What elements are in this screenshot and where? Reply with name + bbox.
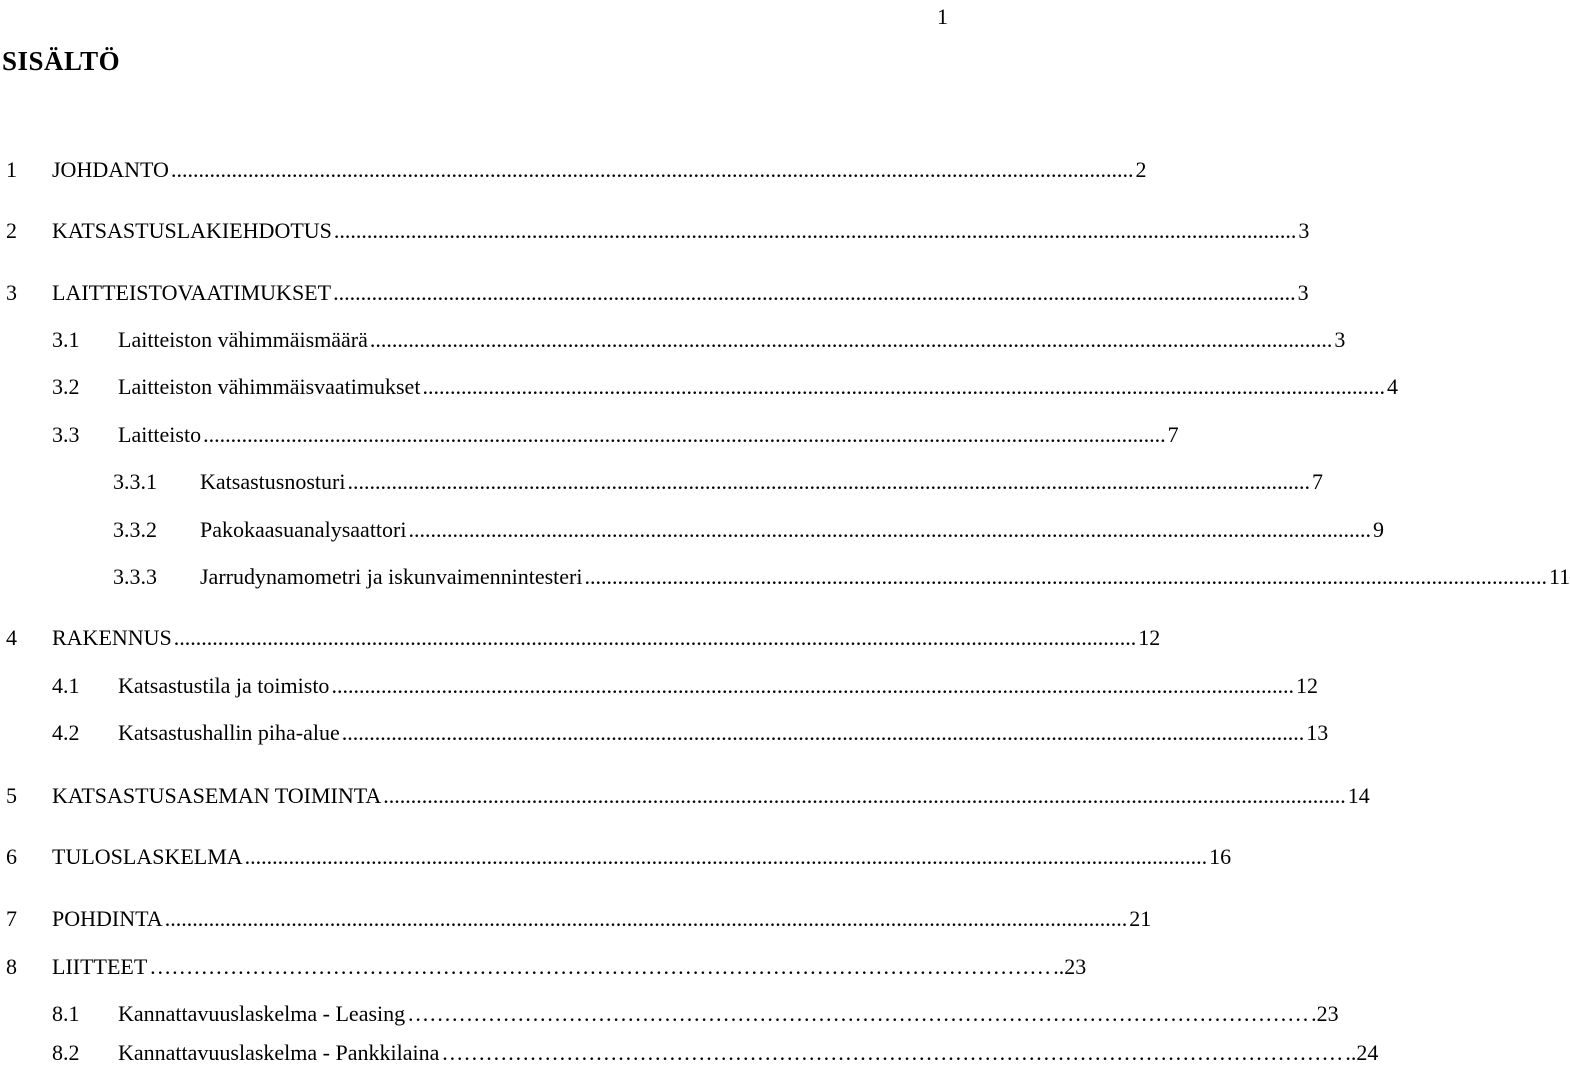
toc-entry-page: 3 — [1334, 327, 1346, 352]
toc-entry-number: 3.3.3 — [113, 564, 157, 589]
dot-leader: ............................................................................................................................................................................... — [173, 625, 1137, 650]
toc-entry[interactable] — [6, 840, 1232, 874]
toc-entry-page: 21 — [1129, 906, 1152, 931]
toc-entry-number: 8.1 — [52, 1001, 80, 1026]
toc-entry-title: Kannattavuuslaskelma - Leasing — [118, 1001, 406, 1026]
dot-leader: …………………………………………………………………………………………………………… — [441, 1040, 1344, 1065]
toc-entry[interactable] — [6, 950, 1087, 984]
toc-entry-page: 7 — [1167, 422, 1179, 447]
dot-leader: …………………………………………………………………………………………………………… — [149, 954, 1052, 979]
toc-entry[interactable] — [6, 214, 1310, 248]
toc-entry-page: 3 — [1297, 280, 1309, 305]
toc-entry-page: 9 — [1373, 517, 1384, 542]
toc-entry-number: 4.1 — [52, 673, 80, 698]
toc-entry-title: Pakokaasuanalysaattori — [200, 517, 407, 542]
toc-entry-number: 6 — [6, 844, 17, 869]
toc-entry-title: KATSASTUSASEMAN TOIMINTA — [52, 783, 382, 808]
toc-entry[interactable] — [6, 418, 1179, 452]
toc-entry-title: POHDINTA — [52, 906, 163, 931]
toc-entry-number: 8 — [6, 954, 17, 979]
toc-entry-number: 2 — [6, 218, 17, 243]
toc-entry-number: 3.3.2 — [113, 517, 157, 542]
toc-entry[interactable] — [6, 465, 1323, 499]
dot-leader: ............................................................................................................................................................................... — [383, 783, 1346, 808]
toc-entry-title: LIITTEET — [52, 954, 148, 979]
toc-entry-title: Katsastustila ja toimisto — [118, 673, 330, 698]
toc-entry-page: 2 — [1135, 157, 1147, 182]
toc-entry[interactable] — [6, 370, 1398, 404]
toc-entry[interactable] — [6, 1036, 1379, 1070]
toc-entry-title: Kannattavuuslaskelma - Pankkilaina — [118, 1040, 440, 1065]
toc-entry-number: 3.2 — [52, 374, 80, 399]
toc-entry-number: 3.3 — [52, 422, 80, 447]
toc-entry-page: 12 — [1138, 625, 1161, 650]
toc-entry-number: 7 — [6, 906, 17, 931]
dot-leader: ............................................................................................................................................................................... — [333, 218, 1297, 243]
dot-leader: ............................................................................................................................................................................... — [170, 157, 1134, 182]
page-number: 1 — [937, 4, 948, 29]
dot-leader: ............................................................................................................................................................................... — [164, 906, 1128, 931]
toc-entry-number: 4 — [6, 625, 17, 650]
toc-entry-page: 14 — [1347, 783, 1370, 808]
toc-entry-page: ..23 — [1053, 954, 1087, 979]
toc-entry-title: RAKENNUS — [52, 625, 172, 650]
toc-entry-number: 1 — [6, 157, 17, 182]
toc-entry[interactable] — [6, 323, 1346, 357]
toc-entry-page: 7 — [1311, 469, 1323, 494]
toc-entry-number: 8.2 — [52, 1040, 80, 1065]
toc-entry-number: 3 — [6, 280, 17, 305]
toc-entry-title: Laitteisto — [118, 422, 202, 447]
toc-entry[interactable] — [6, 997, 1339, 1031]
dot-leader: ............................................................................................................................................................................... — [203, 422, 1166, 447]
toc-entry-title: Katsastushallin piha-alue — [118, 720, 340, 745]
toc-entry-page: 13 — [1306, 720, 1329, 745]
toc-entry[interactable] — [6, 669, 1318, 703]
toc-entry-number: 4.2 — [52, 720, 80, 745]
dot-leader: ............................................................................................................................................................................... — [347, 469, 1310, 494]
toc-entry-page: 3 — [1298, 218, 1310, 243]
toc-entry-number: 3.3.1 — [113, 469, 157, 494]
toc-entry[interactable] — [6, 560, 1570, 594]
dot-leader: ............................................................................................................................................................................... — [341, 720, 1305, 745]
toc-entry[interactable] — [6, 513, 1384, 547]
toc-entry[interactable] — [6, 779, 1370, 813]
toc-entry-page: ..24 — [1345, 1040, 1379, 1065]
toc-entry[interactable] — [6, 716, 1329, 750]
dot-leader: ............................................................................................................................................................................... — [422, 374, 1385, 399]
toc-entry-title: Katsastusnosturi — [200, 469, 346, 494]
toc-entry-title: Laitteiston vähimmäismäärä — [118, 327, 368, 352]
dot-leader: …………………………………………………………………………………………………………… — [407, 1001, 1310, 1026]
toc-heading: SISÄLTÖ — [2, 46, 121, 76]
toc-entry-page: 12 — [1295, 673, 1318, 698]
dot-leader: ............................................................................................................................................................................... — [369, 327, 1333, 352]
toc-entry[interactable] — [6, 902, 1152, 936]
toc-entry-page: 16 — [1209, 844, 1232, 869]
toc-entry-page: .23 — [1311, 1001, 1339, 1026]
dot-leader: ............................................................................................................................................................................... — [244, 844, 1208, 869]
dot-leader: ............................................................................................................................................................................... — [584, 564, 1547, 589]
toc-entry-title: TULOSLASKELMA — [52, 844, 243, 869]
toc-entry-page: 11 — [1548, 564, 1570, 589]
toc-entry-page: 4 — [1386, 374, 1398, 399]
toc-entry-title: Laitteiston vähimmäisvaatimukset — [118, 374, 421, 399]
dot-leader: ............................................................................................................................................................................... — [408, 517, 1371, 542]
toc-entry[interactable] — [6, 276, 1309, 310]
toc-entry-number: 3.1 — [52, 327, 80, 352]
toc-entry-title: Jarrudynamometri ja iskunvaimennintesteri — [200, 564, 583, 589]
dot-leader: ............................................................................................................................................................................... — [333, 280, 1296, 305]
toc-entry-title: KATSASTUSLAKIEHDOTUS — [52, 218, 332, 243]
dot-leader: ............................................................................................................................................................................... — [331, 673, 1294, 698]
toc-entry[interactable] — [6, 621, 1161, 655]
toc-entry-title: JOHDANTO — [52, 157, 169, 182]
toc-entry[interactable] — [6, 153, 1147, 187]
toc-entry-title: LAITTEISTOVAATIMUKSET — [52, 280, 332, 305]
toc-entry-number: 5 — [6, 783, 17, 808]
